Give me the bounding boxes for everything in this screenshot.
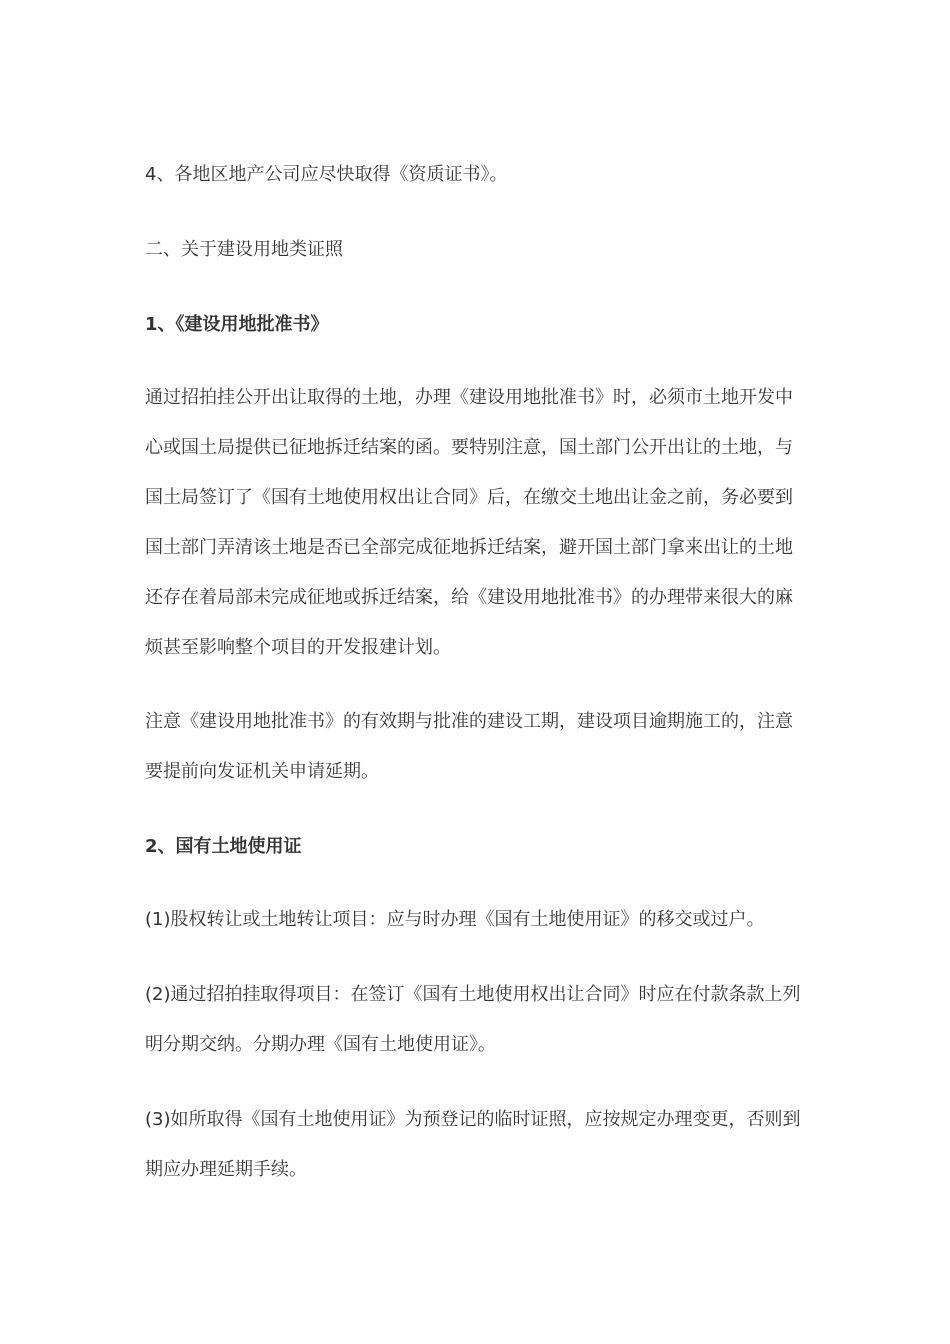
subheading-land-approval-letter: 1、《建设用地批准书》 xyxy=(145,314,329,335)
paragraph-qualification-cert: 4、各地区地产公司应尽快取得《资质证书》。 xyxy=(145,164,508,185)
paragraph-land-approval-process: 通过招拍挂公开出让取得的土地，办理《建设用地批准书》时，必须市土地开发中心或国土局提供已征地拆迁结案的函。要特别注意，国土部门公开出让的土地，与国土局签订了《国有土地使用权出让合同》后，在缴交土地出让金之前，务必要到国土部门弄清该土地是否已全部完成征地拆迁结案，避开国土部门拿来出让的土地还存在着局部未完成征地或拆迁结案，给《建设用地批准书》的办理带来很大的麻烦甚至影响整个项目的开发报建计划。 xyxy=(145,387,793,658)
list-item-temporary-cert: (3)如所取得《国有土地使用证》为预登记的临时证照，应按规定办理变更，否则到期应办理延期手续。 xyxy=(145,1109,801,1180)
subheading-state-land-use-cert: 2、国有土地使用证 xyxy=(145,836,302,857)
list-item-equity-transfer: (1)股权转让或土地转让项目：应与时办理《国有土地使用证》的移交或过户。 xyxy=(145,909,765,930)
list-item-auction-acquisition: (2)通过招拍挂取得项目：在签订《国有土地使用权出让合同》时应在付款条款上列明分期交纳。分期办理《国有土地使用证》。 xyxy=(145,984,801,1055)
paragraph-approval-validity: 注意《建设用地批准书》的有效期与批准的建设工期，建设项目逾期施工的，注意要提前向发证机关申请延期。 xyxy=(145,711,793,782)
section-heading-construction-land-certs: 二、关于建设用地类证照 xyxy=(145,239,343,260)
